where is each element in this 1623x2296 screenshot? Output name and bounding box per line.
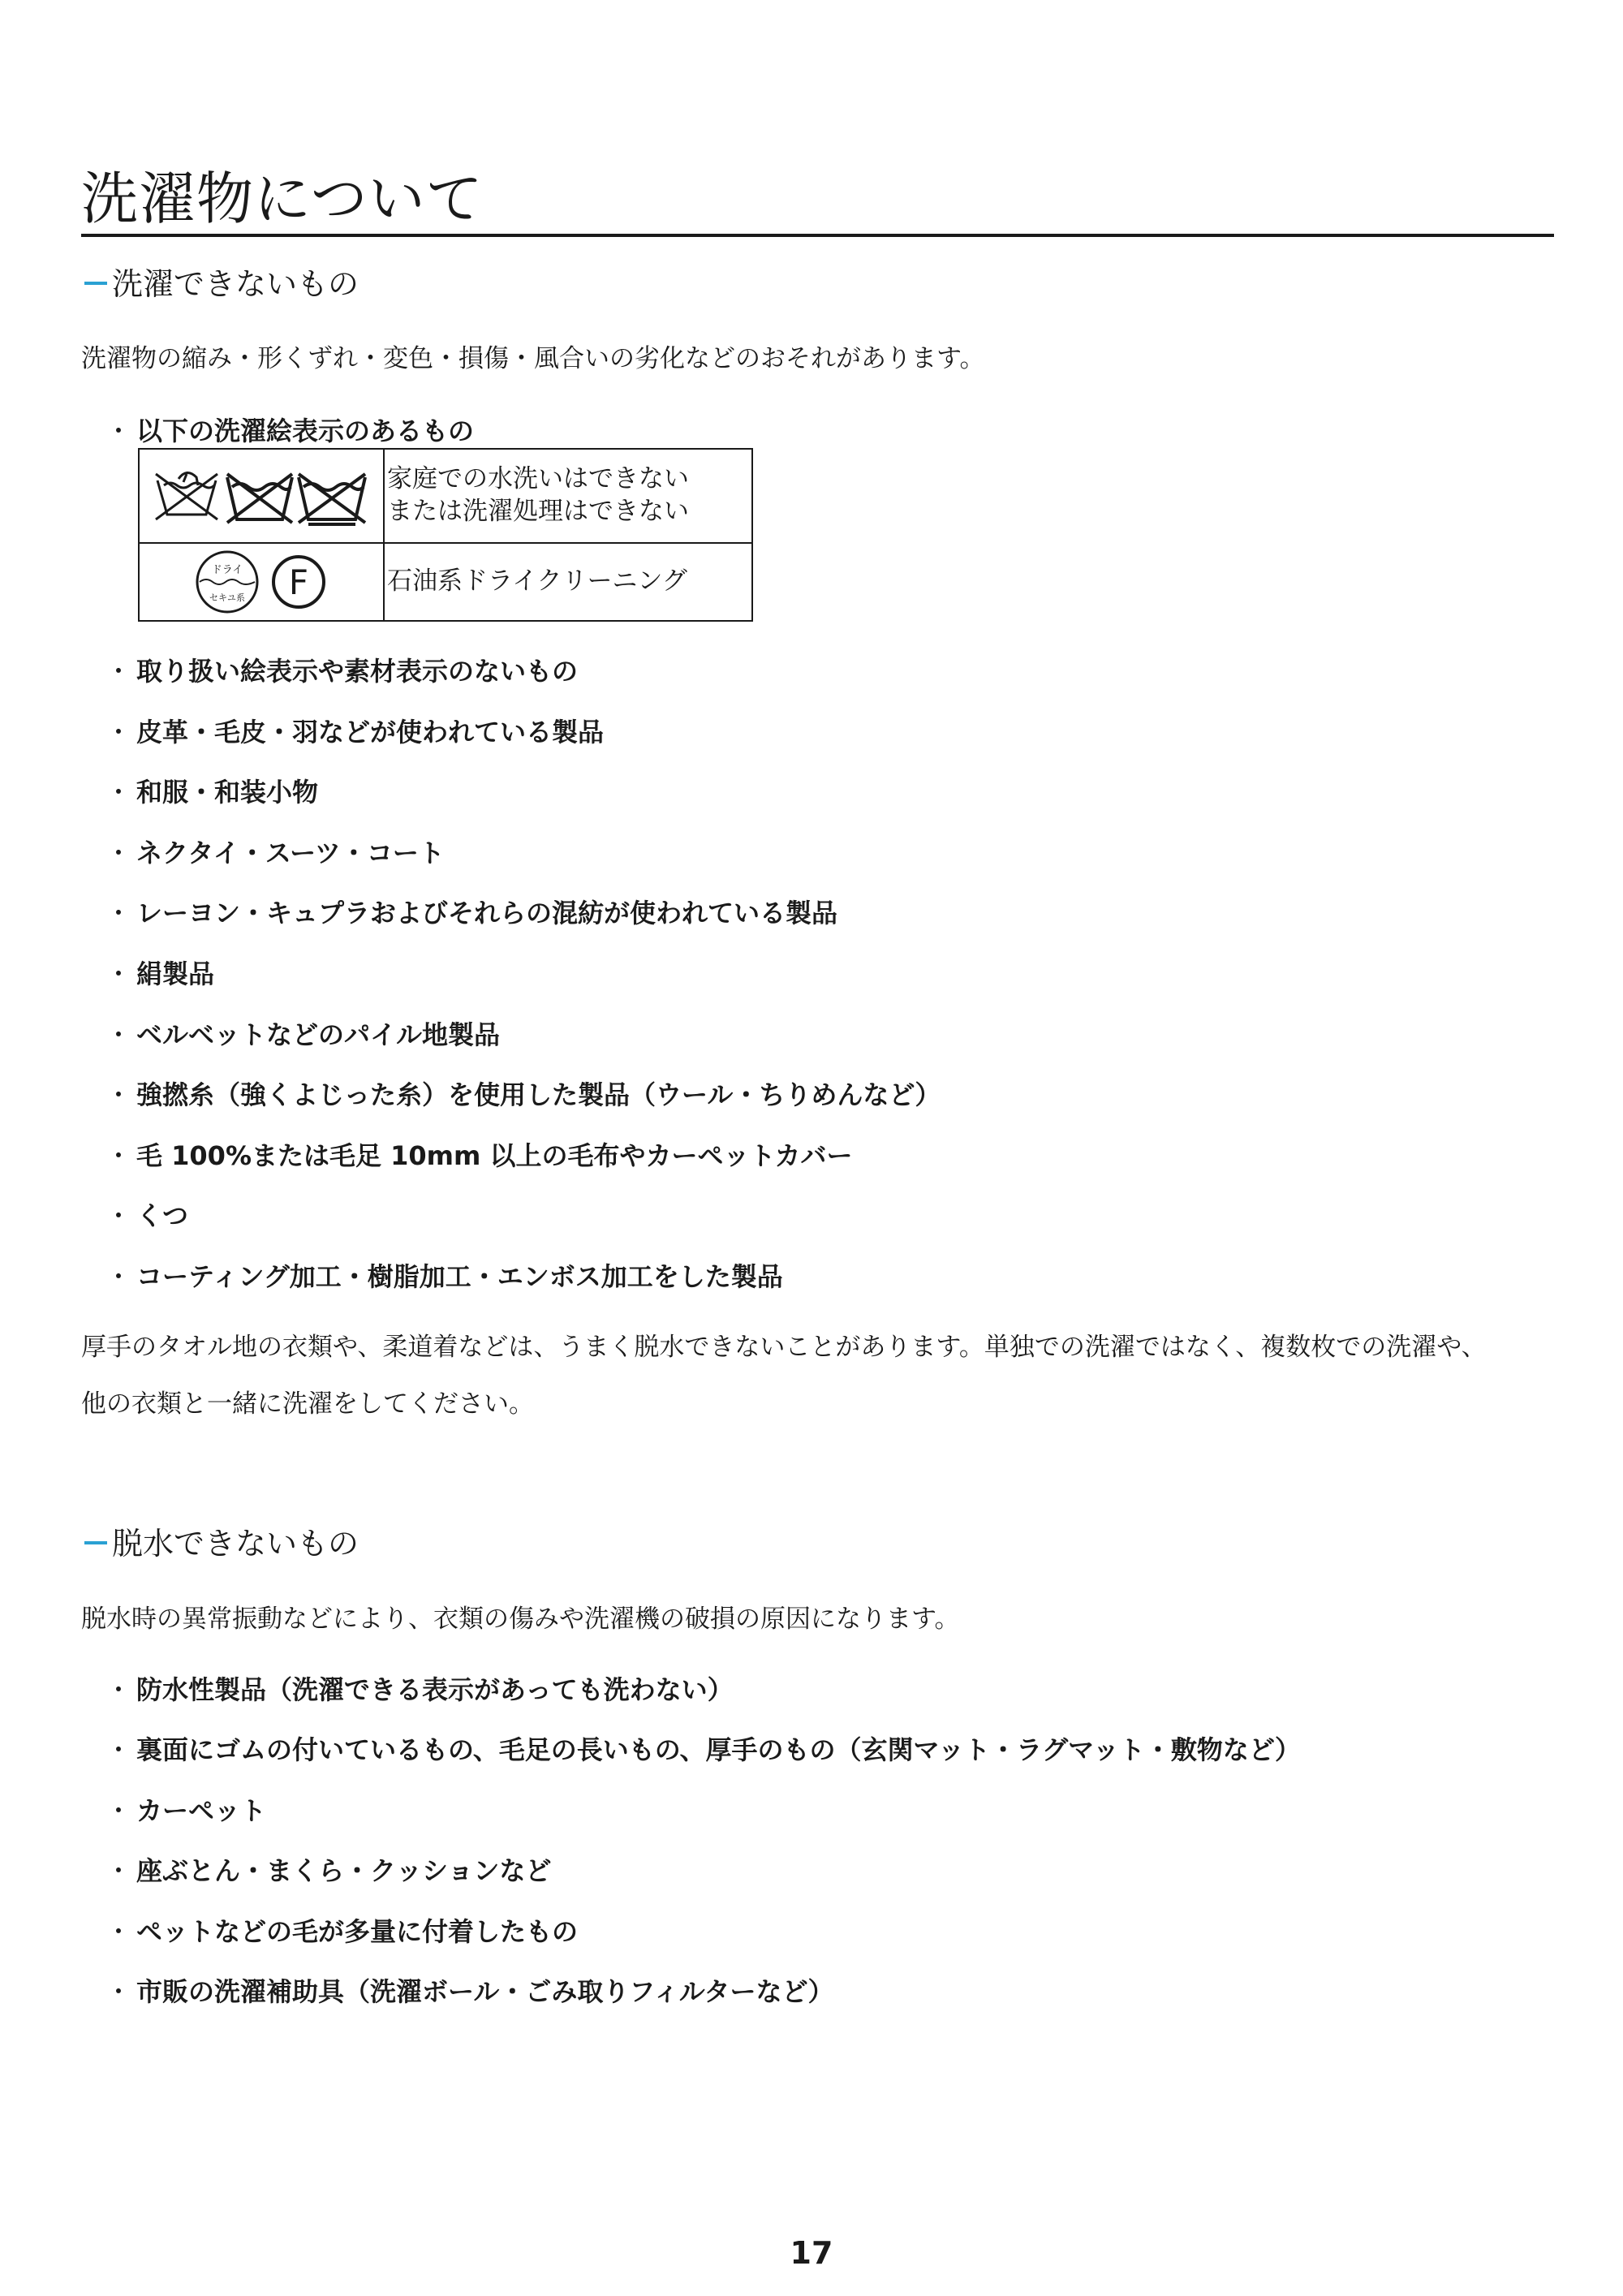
care-icons-svg (140, 544, 383, 620)
bullet-mark: ・ (105, 1019, 132, 1050)
section-heading-label: 脱水できないもの (112, 1526, 359, 1562)
bullet-mark: ・ (105, 1200, 132, 1231)
list-item-text: カーペット (136, 1795, 267, 1826)
list-item-text: ペットなどの毛が多量に付着したもの (136, 1916, 579, 1947)
care-desc-line: または洗濯処理はできない (387, 497, 689, 526)
page-number: 17 (790, 2235, 833, 2271)
list-item (105, 715, 604, 749)
list-item (105, 1733, 1301, 1767)
bullet-mark: ・ (105, 1674, 132, 1705)
list-item (105, 1794, 266, 1828)
care-icons-cell (140, 544, 385, 620)
list-item-text: 裏面にゴムの付いているもの、毛足の長いもの、厚手のもの（玄関マット・ラグマット・敷物など） (136, 1734, 1301, 1765)
section-intro: 脱水時の異常振動などにより、衣類の傷みや洗濯機の破損の原因になります。 (81, 1605, 960, 1634)
f-symbol-text: F (288, 562, 309, 602)
list-item (105, 414, 474, 448)
list-item (105, 1915, 578, 1949)
list-item (105, 836, 445, 870)
list-item (105, 1139, 853, 1173)
care-desc-no-wash (387, 450, 748, 542)
section-heading-no-spin (84, 1523, 359, 1564)
care-desc-line: 家庭での水洗いはできない (387, 464, 689, 493)
bullet-mark: ・ (105, 1261, 132, 1292)
title-divider (81, 234, 1554, 237)
bullet-mark: ・ (105, 1916, 132, 1947)
section-heading-no-wash (84, 264, 359, 304)
bullet-mark: ・ (105, 1079, 132, 1110)
bullet-mark: ・ (105, 1855, 132, 1886)
bullet-mark: ・ (105, 898, 132, 928)
list-item-text: 防水性製品（洗濯できる表示があっても洗わない） (136, 1674, 734, 1705)
list-item-text: 座ぶとん・まくら・クッションなど (136, 1855, 552, 1886)
list-item-text: 毛 100%または毛足 10mm 以上の毛布やカーペットカバー (136, 1140, 853, 1171)
f-circle-icon (273, 557, 324, 607)
no-washing-icon (299, 474, 365, 524)
note-line: 他の衣類と一緒に洗濯をしてください。 (81, 1389, 534, 1419)
bullet-mark: ・ (105, 1976, 132, 2007)
list-item-text: 以下の洗濯絵表示のあるもの (136, 416, 475, 446)
list-item (105, 1260, 783, 1294)
list-item-text: ベルベットなどのパイル地製品 (136, 1019, 501, 1050)
bullet-mark: ・ (105, 1795, 132, 1826)
section-heading-label: 洗濯できないもの (112, 266, 359, 302)
care-icons-svg (140, 450, 383, 542)
list-item-text: 強撚糸（強くよじった糸）を使用した製品（ウール・ちりめんなど） (136, 1079, 941, 1110)
list-item (105, 957, 214, 991)
note-line: 厚手のタオル地の衣類や、柔道着などは、うまく脱水できないことがあります。単独での洗濯ではなく、複数枚での洗濯や、 (81, 1333, 1487, 1362)
dry-symbol-bottom-text: セキユ系 (209, 592, 245, 603)
bullet-mark: ・ (105, 1140, 132, 1171)
list-item (105, 1673, 734, 1707)
no-hand-wash-icon (156, 472, 217, 519)
heading-dash (84, 282, 107, 285)
list-item-text: ネクタイ・スーツ・コート (136, 838, 445, 868)
care-desc-line: 石油系ドライクリーニング (387, 566, 687, 596)
list-item (105, 775, 318, 809)
no-machine-wash-icon (227, 474, 292, 523)
dry-symbol-top-text: ドライ (211, 564, 243, 576)
heading-dash (84, 1541, 107, 1544)
bullet-mark: ・ (105, 777, 132, 808)
list-item-text: 皮革・毛皮・羽などが使われている製品 (136, 717, 605, 747)
list-item (105, 1199, 188, 1233)
list-item-text: 和服・和装小物 (136, 777, 319, 808)
dry-petroleum-icon (197, 552, 257, 612)
care-row-no-wash (140, 450, 751, 544)
list-item (105, 654, 578, 688)
list-item-text: 市販の洗濯補助具（洗濯ボール・ごみ取りフィルターなど） (136, 1976, 834, 2007)
list-item-text: 絹製品 (136, 958, 215, 989)
care-desc-dry-clean (387, 544, 748, 620)
section-intro: 洗濯物の縮み・形くずれ・変色・損傷・風合いの劣化などのおそれがあります。 (81, 344, 985, 373)
care-icons-cell (140, 450, 385, 542)
bullet-mark: ・ (105, 656, 132, 687)
list-item-text: レーヨン・キュプラおよびそれらの混紡が使われている製品 (136, 898, 838, 928)
bullet-mark: ・ (105, 1734, 132, 1765)
bullet-mark: ・ (105, 958, 132, 989)
care-row-dry-clean (140, 544, 751, 620)
bullet-mark: ・ (105, 717, 132, 747)
list-item (105, 1078, 941, 1112)
list-item (105, 1018, 500, 1052)
care-label-table (138, 448, 753, 622)
list-item-text: 取り扱い絵表示や素材表示のないもの (136, 656, 579, 687)
bullet-mark: ・ (105, 838, 132, 868)
bullet-mark: ・ (105, 416, 132, 446)
list-item (105, 1975, 834, 2009)
list-item (105, 896, 837, 930)
list-item-text: くつ (136, 1200, 189, 1231)
list-item (105, 1854, 551, 1888)
list-item-text: コーティング加工・樹脂加工・エンボス加工をした製品 (136, 1261, 783, 1292)
page-title: 洗濯物について (81, 166, 484, 232)
